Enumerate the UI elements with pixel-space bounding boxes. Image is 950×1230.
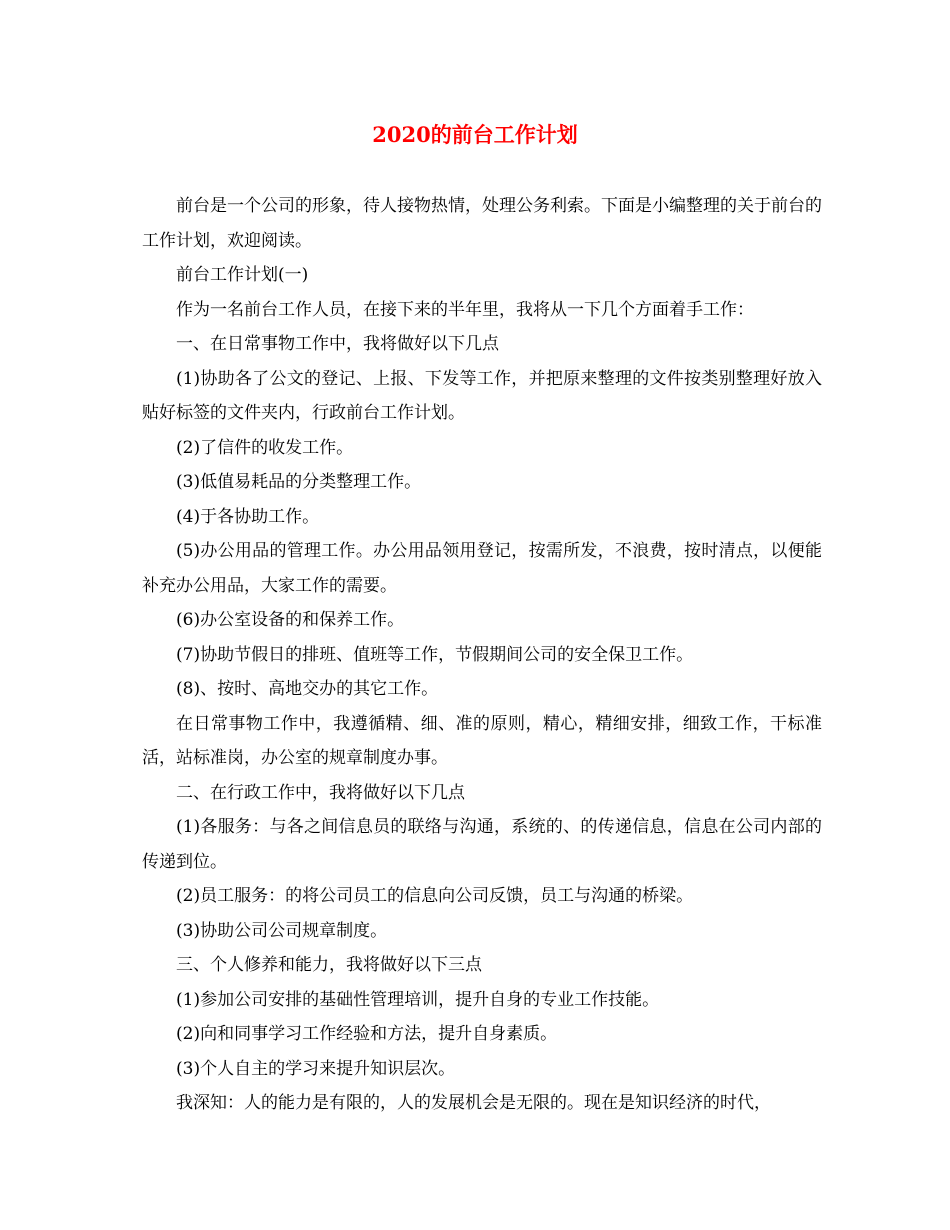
paragraph: (6)办公室设备的和保养工作。 [176, 610, 405, 630]
paragraph: (2)了信件的收发工作。 [176, 437, 354, 458]
paragraph: (4)于各协助工作。 [176, 506, 320, 527]
paragraph: (1)各服务：与各之间信息员的联络与沟通，系统的、的传递信息，信息在公司内部的传递到位。 [142, 817, 822, 872]
paragraph: 作为一名前台工作人员，在接下来的半年里，我将从一下几个方面着手工作： [176, 299, 754, 320]
paragraph: (3)协助公司公司规章制度。 [176, 920, 388, 941]
paragraph: 我深知：人的能力是有限的，人的发展机会是无限的。现在是知识经济的时代， [176, 1093, 771, 1113]
paragraph: 三、个人修养和能力，我将做好以下三点 [176, 955, 482, 975]
paragraph: (5)办公用品的管理工作。办公用品领用登记，按需所发，不浪费，按时清点，以便能补充办公用品，大家工作的需要。 [142, 541, 822, 596]
document-body [142, 189, 822, 1121]
document-title: 2020的前台工作计划 [372, 122, 578, 147]
paragraph: 前台工作计划(一) [176, 265, 309, 285]
paragraph: (2)向和同事学习工作经验和方法，提升自身素质。 [176, 1024, 558, 1044]
paragraph: 前台是一个公司的形象，待人接物热情，处理公务利索。下面是小编整理的关于前台的工作计划，欢迎阅读。 [142, 196, 822, 251]
paragraph: (1)参加公司安排的基础性管理培训，提升自身的专业工作技能。 [176, 989, 660, 1010]
paragraph: 二、在行政工作中，我将做好以下几点 [176, 782, 465, 803]
paragraph: (8)、按时、高地交办的其它工作。 [176, 679, 439, 699]
paragraph: (3)个人自主的学习来提升知识层次。 [176, 1058, 456, 1079]
paragraph: (2)员工服务：的将公司员工的信息向公司反馈，员工与沟通的桥梁。 [176, 886, 694, 906]
paragraph: 在日常事物工作中，我遵循精、细、准的原则，精心，精细安排，细致工作，干标准活，站标准岗，办公室的规章制度办事。 [142, 713, 822, 768]
paragraph: (3)低值易耗品的分类整理工作。 [176, 472, 422, 492]
paragraph: (7)协助节假日的排班、值班等工作，节假期间公司的安全保卫工作。 [176, 644, 694, 665]
paragraph: 一、在日常事物工作中，我将做好以下几点 [176, 334, 499, 354]
paragraph: (1)协助各了公文的登记、上报、下发等工作，并把原来整理的文件按类别整理好放入贴好标签的文件夹内，行政前台工作计划。 [142, 368, 822, 423]
